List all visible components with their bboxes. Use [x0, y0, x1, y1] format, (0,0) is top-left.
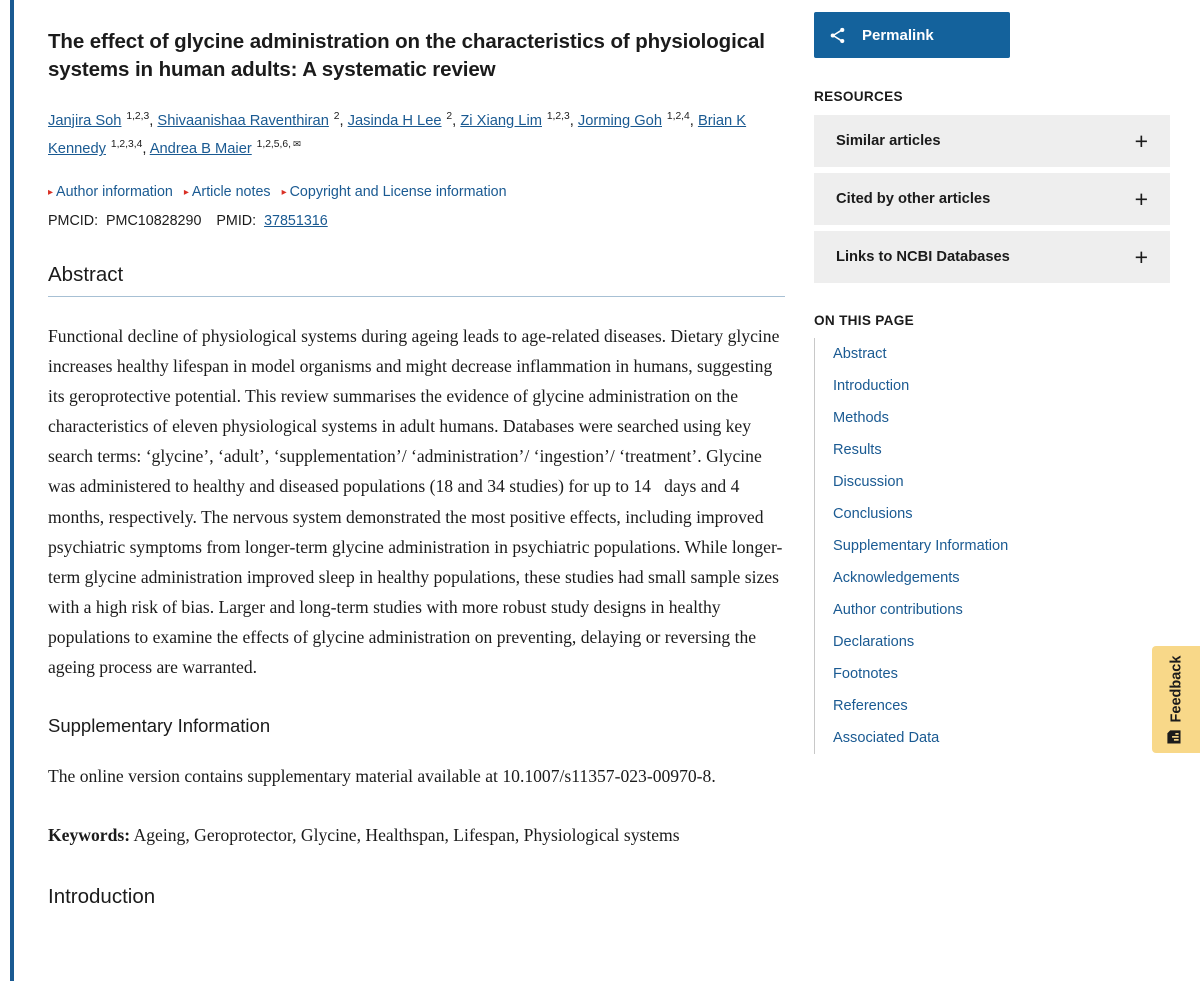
- corresponding-author-envelope-icon[interactable]: ✉: [292, 139, 301, 151]
- on-this-page-link-supplementary-information[interactable]: Supplementary Information: [833, 538, 1009, 554]
- on-this-page-item: [833, 498, 1170, 530]
- resource-row-similar-articles[interactable]: [814, 115, 1170, 167]
- pmid-label: PMID:: [216, 213, 257, 230]
- on-this-page-link-author-contributions[interactable]: Author contributions: [833, 602, 963, 618]
- keywords-line: [48, 820, 788, 850]
- on-this-page-item: [833, 594, 1170, 626]
- right-sidebar: [814, 0, 1170, 754]
- author-list: [48, 107, 788, 164]
- on-this-page-item: [833, 658, 1170, 690]
- on-this-page-link-methods[interactable]: Methods: [833, 410, 889, 426]
- author-link[interactable]: Brian K Kennedy: [48, 112, 747, 158]
- on-this-page-item: [833, 370, 1170, 402]
- on-this-page-link-discussion[interactable]: Discussion: [833, 474, 904, 490]
- plus-icon[interactable]: +: [1134, 127, 1148, 154]
- on-this-page-link-abstract[interactable]: Abstract: [833, 346, 887, 362]
- on-this-page-title: ON THIS PAGE: [814, 313, 915, 328]
- resources-title: RESOURCES: [814, 89, 903, 104]
- author-separator: ,: [339, 112, 348, 129]
- article-meta-links: [48, 184, 788, 201]
- pmid-link[interactable]: 37851316: [264, 213, 328, 230]
- on-this-page-item: [833, 530, 1170, 562]
- author-separator: ,: [689, 112, 698, 129]
- author-separator: ,: [569, 112, 578, 129]
- keywords-values: Ageing, Geroprotector, Glycine, Healthspan, Lifespan, Physiological systems: [130, 825, 680, 846]
- author-link[interactable]: Shivaanishaa Raventhiran: [157, 112, 329, 129]
- triangle-right-icon: ▸: [48, 186, 54, 198]
- chart-icon: [1166, 729, 1186, 744]
- author-affiliation-superscript: 2: [330, 110, 340, 122]
- author-affiliation-superscript: 1,2,3: [543, 110, 570, 122]
- feedback-tab[interactable]: [1152, 646, 1200, 753]
- meta-link-label: Copyright and License information: [289, 183, 507, 200]
- resource-label: Cited by other articles: [836, 191, 991, 207]
- introduction-heading: Introduction: [48, 885, 156, 909]
- share-icon: [814, 26, 860, 45]
- author-separator: ,: [149, 112, 158, 129]
- permalink-button[interactable]: [814, 12, 1010, 58]
- on-this-page-link-footnotes[interactable]: Footnotes: [833, 666, 898, 682]
- on-this-page-item: [833, 722, 1170, 754]
- author-affiliation-superscript: 1,2,3: [123, 110, 150, 122]
- on-this-page-link-conclusions[interactable]: Conclusions: [833, 506, 913, 522]
- on-this-page-item: [833, 690, 1170, 722]
- plus-icon[interactable]: +: [1134, 243, 1148, 270]
- on-this-page-item: [833, 562, 1170, 594]
- meta-link-label: Article notes: [191, 183, 271, 200]
- on-this-page-link-references[interactable]: References: [833, 698, 908, 714]
- feedback-label: Feedback: [1168, 655, 1184, 722]
- on-this-page-item: [833, 338, 1170, 370]
- resources-list: [814, 115, 1170, 283]
- author-affiliation-superscript: 1,2,4: [664, 110, 690, 122]
- pmcid-label: PMCID:: [48, 213, 99, 230]
- on-this-page-link-declarations[interactable]: Declarations: [833, 634, 915, 650]
- meta-link-author-information[interactable]: [48, 184, 173, 200]
- article-identifiers: [48, 213, 788, 229]
- author-affiliation-superscript: 1,2,3,4: [107, 139, 143, 151]
- author-link[interactable]: Jasinda H Lee: [347, 112, 442, 129]
- resource-row-links-to-ncbi-databases[interactable]: [814, 231, 1170, 283]
- plus-icon[interactable]: +: [1134, 185, 1148, 212]
- pmcid-value: PMC10828290: [106, 213, 202, 230]
- on-this-page-item: [833, 626, 1170, 658]
- keywords-label: Keywords:: [48, 825, 131, 846]
- article-content: [48, 0, 788, 926]
- on-this-page-item: [833, 402, 1170, 434]
- supplementary-information-text: The online version contains supplementary material available at 10.1007/s11357-023-00970-8.: [48, 765, 716, 786]
- meta-link-copyright-and-license-information[interactable]: [282, 184, 507, 200]
- abstract-text: Functional decline of physiological systems during ageing leads to age-related diseases. Dietary glycine increases healthy lifespan in model organisms and might decrease inflammation in humans, suggesting its geroprotective potential. This review summarises the evidence of glycine administration on the characteristics of eleven physiological systems in adult humans. Databases were searched using key search terms: ‘glycine’, ‘adult’, ‘supplementation’/ ‘administration’/ ‘ingestion’/ ‘treatment’. Glycine was administered to healthy and diseased populations (18 and 34 studies) for up to 14 days and 4 months, respectively. The nervous system demonstrated the most positive effects, including improved psychiatric symptoms from longer-term glycine administration in psychiatric populations. While longer-term glycine administration improved sleep in healthy populations, these studies had small sample sizes with a high risk of bias. Larger and long-term studies with more robust study designs in healthy populations to examine the effects of glycine administration on preventing, delaying or reversing the ageing process are warranted.: [48, 326, 783, 677]
- author-link[interactable]: Janjira Soh: [48, 112, 122, 129]
- supplementary-information-heading: Supplementary Information: [48, 714, 271, 736]
- resource-label: Links to NCBI Databases: [836, 249, 1010, 265]
- author-separator: ,: [142, 141, 150, 158]
- author-separator: ,: [452, 112, 461, 129]
- author-link[interactable]: Zi Xiang Lim: [460, 112, 542, 129]
- on-this-page-list: [814, 338, 1170, 754]
- page-title: The effect of glycine administration on the characteristics of physiological systems in human adults: A systematic review: [48, 30, 765, 82]
- on-this-page-item: [833, 434, 1170, 466]
- author-link[interactable]: Jorming Goh: [577, 112, 662, 129]
- author-affiliation-superscript: 1,2,5,6,: [253, 139, 291, 151]
- abstract-heading: Abstract: [48, 263, 785, 297]
- author-affiliation-superscript: 2: [443, 110, 453, 122]
- on-this-page-item: [833, 466, 1170, 498]
- triangle-right-icon: ▸: [281, 186, 287, 198]
- triangle-right-icon: ▸: [183, 186, 189, 198]
- permalink-label: Permalink: [862, 26, 934, 44]
- on-this-page-link-associated-data[interactable]: Associated Data: [833, 730, 940, 746]
- author-link[interactable]: Andrea B Maier: [149, 141, 252, 158]
- meta-link-label: Author information: [56, 183, 173, 200]
- resource-row-cited-by-other-articles[interactable]: [814, 173, 1170, 225]
- on-this-page-link-introduction[interactable]: Introduction: [833, 378, 910, 394]
- on-this-page-link-results[interactable]: Results: [833, 442, 882, 458]
- meta-link-article-notes[interactable]: [184, 184, 271, 200]
- on-this-page-link-acknowledgements[interactable]: Acknowledgements: [833, 570, 960, 586]
- resource-label: Similar articles: [836, 133, 941, 149]
